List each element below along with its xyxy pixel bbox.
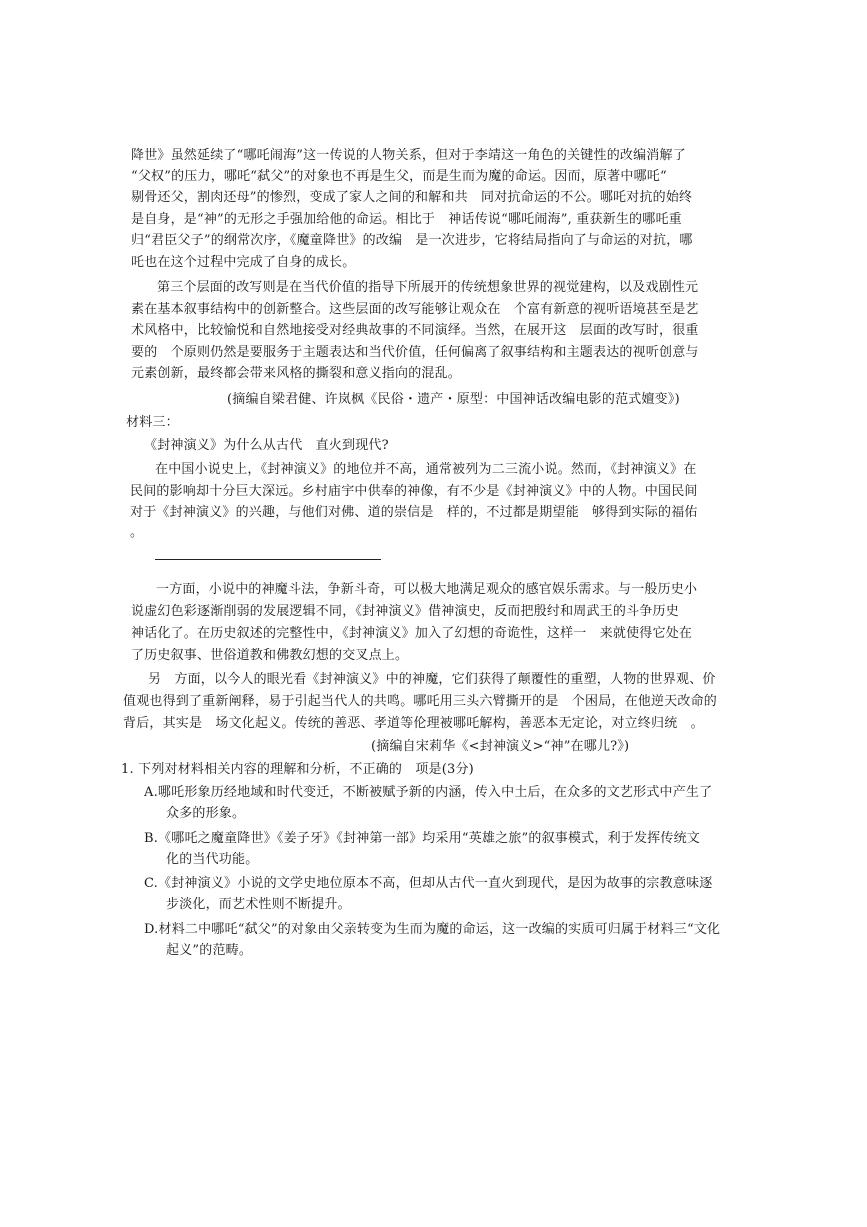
paragraph-1-line: 吒也在这个过程中完成了自身的成长。 (131, 255, 356, 270)
paragraph-2-line: 第三个层面的改写则是在当代价值的指导下所展开的传统想象世界的视觉建构，以及戏剧性元 (157, 280, 699, 295)
paragraph-1-line: “父权”的压力，哪吒“弑父”的对象也不再是生父，而是生而为魔的命运。因而，原著中哪吒“ (131, 169, 667, 184)
option-c-continued: 步淡化，而艺术性则不断提升。 (166, 897, 351, 912)
paragraph-1-line: 剔骨还父，割肉还母”的惨烈，变成了家人之间的和解和共 同对抗命运的不公。哪吒对抗的始终 (131, 190, 693, 205)
paragraph-3-line: 民间的影响却十分巨大深远。乡村庙宇中供奉的神像，有不少是《封神演义》中的人物。中国民间 (130, 484, 698, 499)
material-3-title: 《封神演义》为什么从古代 直火到现代? (144, 438, 389, 453)
paragraph-2-line: 素在基本叙事结构中的创新整合。这些层面的改写能够让观众在 个富有新意的视听语境甚至是艺 (131, 302, 699, 317)
paragraph-4-line: 一方面，小说中的神魔斗法，争新斗奇，可以极大地满足观众的感官娱乐需求。与一般历史小 (156, 582, 698, 597)
paragraph-2-line: 术风格中，比较愉悦和自然地接受对经典故事的不同演绎。当然，在展开这 层面的改写时，很重 (131, 323, 699, 338)
option-a: A.哪吒形象历经地域和时代变迁，不断被赋予新的内涵，传入中土后，在众多的文艺形式中产生了 (144, 785, 713, 800)
paragraph-4-line: 说虚幻色彩逐渐削弱的发展逻辑不同，《封神演义》借神演史，反而把殷纣和周武王的斗争历史 (131, 604, 679, 619)
paragraph-3-line: 在中国小说史上，《封神演义》的地位并不高，通常被列为二三流小说。然而，《封神演义》在 (155, 462, 697, 477)
paragraph-3-line: 对于《封神演义》的兴趣，与他们对佛、道的崇信是 样的，不过都是期望能 够得到实际的福佑 (130, 505, 698, 520)
material-3-label: 材料三： (126, 415, 179, 430)
option-b: B.《哪吒之魔童降世》《姜子牙》《封神第一部》均采用“英雄之旅”的叙事模式，利于发挥传统文 (144, 831, 700, 846)
option-b-continued: 化的当代功能。 (166, 852, 259, 867)
source-citation: (摘编自宋莉华《<封神演义>“神”在哪儿?》) (371, 739, 630, 754)
separator-line (155, 559, 381, 560)
option-d: D.材料二中哪吒“弑父”的对象由父亲转变为生而为魔的命运，这一改编的实质可归属于材料三“文化 (144, 922, 721, 937)
paragraph-1-line: 降世》虽然延续了“哪吒闹海”这一传说的人物关系，但对于李靖这一角色的关键性的改编消解了 (131, 148, 686, 163)
paragraph-4-line: 了历史叙事、世俗道教和佛教幻想的交叉点上。 (131, 648, 409, 663)
paragraph-2-line: 元素创新，最终都会带来风格的撕裂和意义指向的混乱。 (131, 366, 462, 381)
paragraph-1-line: 是自身，是“神”的无形之手强加给他的命运。相比于 神话传说“哪吒闹海”, 重获新生的哪吒重 (131, 212, 682, 227)
source-citation: (摘编自梁君健、许岚枫《民俗・遗产・原型：中国神话改编电影的范式嬗变》) (227, 392, 680, 407)
paragraph-5-line: 值观也得到了重新阐释，易于引起当代人的共鸣。哪吒用三头六臂撕开的是 个困局，在他逆天改命的 (123, 694, 718, 709)
question-stem: 1. 下列对材料相关内容的理解和分析，不正确的 项是(3分) (121, 762, 474, 777)
paragraph-1-line: 归“君臣父子”的纲常次序，《魔童降世》的改编 是一次进步，它将结局指向了与命运的对抗，哪 (131, 233, 693, 248)
paragraph-3-line: 。 (130, 525, 144, 540)
option-c: C.《封神演义》小说的文学史地位原本不高，但却从古代一直火到现代，是因为故事的宗教意味逐 (144, 876, 713, 891)
paragraph-2-line: 要的 个原则仍然是要服务于主题表达和当代价值，任何偏离了叙事结构和主题表达的视听创意与 (131, 345, 699, 360)
paragraph-5-line: 背后，其实是 场文化起义。传统的善恶、孝道等伦理被哪吒解构，善恶本无定论，对立终归统 。 (123, 716, 704, 731)
paragraph-4-line: 神话化了。在历史叙述的完整性中，《封神演义》加入了幻想的奇诡性，这样一 来就使得它处在 (131, 626, 693, 641)
paragraph-5-line: 另 方面，以今人的眼光看《封神演义》中的神魔，它们获得了颠覆性的重塑，人物的世界观、价 (148, 672, 716, 687)
option-a-continued: 众多的形象。 (166, 806, 246, 821)
option-d-continued: 起义”的范畴。 (166, 943, 253, 958)
